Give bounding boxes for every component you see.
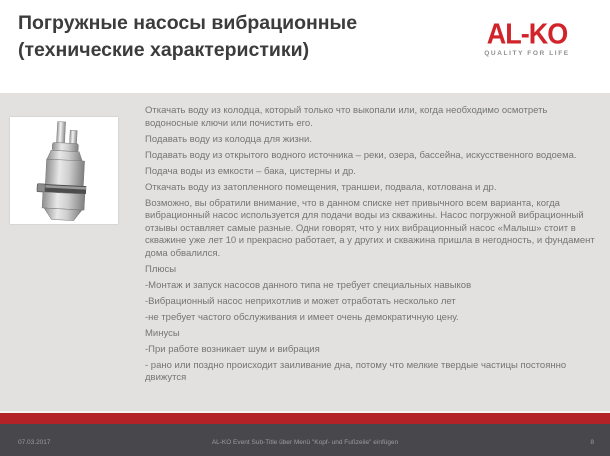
alko-logo [472,20,582,57]
paragraph: -не требует частого обслуживания и имеет очень демократичную цену. [145,311,459,323]
slide-footer [0,424,610,456]
alko-logo-wordmark: AL-KO [486,18,568,50]
paragraph: Подавать воду из колодца для жизни. [145,133,312,145]
page-title-line1: Погружные насосы вибрационные [18,12,358,34]
slide-header [0,0,610,93]
paragraph: Подавать воду из открытого водного источника – реки, озера, бассейна, искусственного водоема. [145,149,577,161]
paragraph: Возможно, вы обратили внимание, что в данном списке нет привычного всем варианта, когда вибрационный насос используется для подачи воды из скважины. Насос погружной вибрационный отзывы оставляет самые разные. Одни говорят, что у них вибрационный насос «Малыш» стоит в скважине уже лет 10 и прекрасно работает, а у других и скважина пришла в негодность, и фундамент дома обвалился. [145,197,595,259]
pump-image [10,117,118,224]
paragraph: Откачать воду из затопленного помещения, траншеи, подвала, котлована и др. [145,181,497,193]
paragraph: Подача воды из емкости – бака, цистерны и др. [145,165,356,177]
paragraph-minuses-heading: Минусы [145,327,180,339]
page-title-line2: (технические характеристики) [18,39,310,61]
paragraph: -Монтаж и запуск насосов данного типа не требует специальных навыков [145,279,472,291]
footer-placeholder-text: AL-KO Event Sub-Title über Menü "Kopf- und Fußzeile" einfügen [211,439,399,446]
slide-body [0,93,610,411]
red-accent-bar [0,413,610,424]
paragraph: - рано или поздно происходит заиливание дна, потому что мелкие твердые частицы постоянно движутся [145,359,567,383]
footer-date: 07.03.2017 [18,439,51,446]
paragraph: Откачать воду из колодца, который только что выкопали или, когда необходимо осмотреть водоносные ключи или почистить его. [145,105,548,129]
page-title [18,10,478,64]
body-text [145,105,597,388]
alko-logo-tagline: QUALITY FOR LIFE [484,50,570,57]
pump-image-drawing [10,117,118,224]
paragraph: -Вибрационный насос неприхотлив и может отработать несколько лет [145,295,456,307]
paragraph: -При работе возникает шум и вибрация [145,343,320,355]
footer-page-number: 8 [590,439,594,446]
paragraph-pluses-heading: Плюсы [145,263,177,275]
